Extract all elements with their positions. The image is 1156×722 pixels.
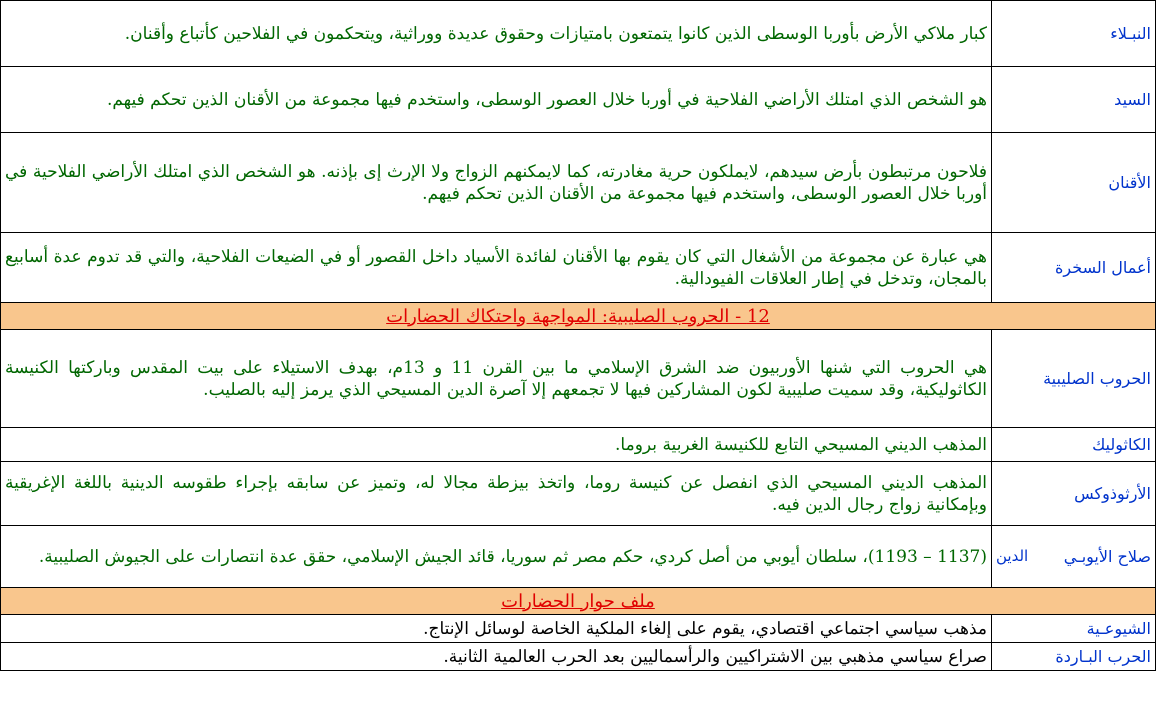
table-row: [1, 330, 1156, 428]
term-cell: الحرب البـاردة: [992, 643, 1156, 671]
table-row: [1, 67, 1156, 133]
definition-cell: كبار ملاكي الأرض بأوربا الوسطى الذين كانوا يتمتعون بامتيازات وحقوق عديدة ووراثية، ويتحكمون في الفلاحين كأتباع وأقنان.: [1, 1, 992, 67]
term-sub: الدين: [996, 547, 1029, 565]
table-row: [1, 526, 1156, 588]
term-cell: الحروب الصليبية: [992, 330, 1156, 428]
section-heading: 12 - الحروب الصليبية: المواجهة واحتكاك الحضارات: [1, 303, 1156, 330]
term-main: صلاح الأيوبـي: [1063, 547, 1151, 566]
table-row: [1, 1, 1156, 67]
term-cell: الأقنان: [992, 133, 1156, 233]
term-cell: الشيوعـية: [992, 615, 1156, 643]
section-header-row: [1, 588, 1156, 615]
definition-cell: هو الشخص الذي امتلك الأراضي الفلاحية في أوربا خلال العصور الوسطى، واستخدم فيها مجموعة من الأقنان الذين تحكم فيهم.: [1, 67, 992, 133]
definition-cell: هي الحروب التي شنها الأوربيون ضد الشرق الإسلامي ما بين القرن 11 و 13م، بهدف الاستيلاء على بيت المقدس وباركتها الكنيسة الكاثوليكية، وقد سميت صليبية لكون المشاركين فيها لا تجمعهم إلا آصرة الدين المسيحي الذي يرمز إليه بالصليب.: [1, 330, 992, 428]
definition-cell: فلاحون مرتبطون بأرض سيدهم، لايملكون حرية مغادرته، كما لايمكنهم الزواج ولا الإرث إى بإذنه. هو الشخص الذي امتلك الأراضي الفلاحية في أوربا خلال العصور الوسطى، واستخدم فيها مجموعة من الأقنان الذين تحكم فيهم.: [1, 133, 992, 233]
term-cell: السيد: [992, 67, 1156, 133]
term-cell: أعمال السخرة: [992, 233, 1156, 303]
definition-cell: صراع سياسي مذهبي بين الاشتراكيين والرأسماليين بعد الحرب العالمية الثانية.: [1, 643, 992, 671]
definition-cell: المذهب الديني المسيحي التابع للكنيسة الغربية بروما.: [1, 428, 992, 462]
term-cell: الكاثوليك: [992, 428, 1156, 462]
table-row: [1, 428, 1156, 462]
definition-cell: المذهب الديني المسيحي الذي انفصل عن كنيسة روما، واتخذ بيزطة مجالا له، وتميز عن سابقه بإجراء طقوسه الدينية باللغة الإغريقية وبإمكانية زواج رجال الدين فيه.: [1, 462, 992, 526]
section-heading: ملف حوار الحضارات: [1, 588, 1156, 615]
term-cell: الأرثوذوكس: [992, 462, 1156, 526]
definition-cell: (1137 – 1193)، سلطان أيوبي من أصل كردي، حكم مصر ثم سوريا، قائد الجيش الإسلامي، حقق عدة انتصارات على الجيوش الصليبية.: [1, 526, 992, 588]
table-row: [1, 133, 1156, 233]
table-row: [1, 233, 1156, 303]
table-row: [1, 615, 1156, 643]
definition-cell: هي عبارة عن مجموعة من الأشغال التي كان يقوم بها الأقنان لفائدة الأسياد داخل القصور أو في الضيعات الفلاحية، والتي قد تدوم عدة أسابيع بالمجان، وتدخل في إطار العلاقات الفيودالية.: [1, 233, 992, 303]
section-header-row: [1, 303, 1156, 330]
term-cell: [992, 526, 1156, 588]
definition-cell: مذهب سياسي اجتماعي اقتصادي، يقوم على إلغاء الملكية الخاصة لوسائل الإنتاج.: [1, 615, 992, 643]
term-cell: النبـلاء: [992, 1, 1156, 67]
table-row: [1, 462, 1156, 526]
table-row: [1, 643, 1156, 671]
